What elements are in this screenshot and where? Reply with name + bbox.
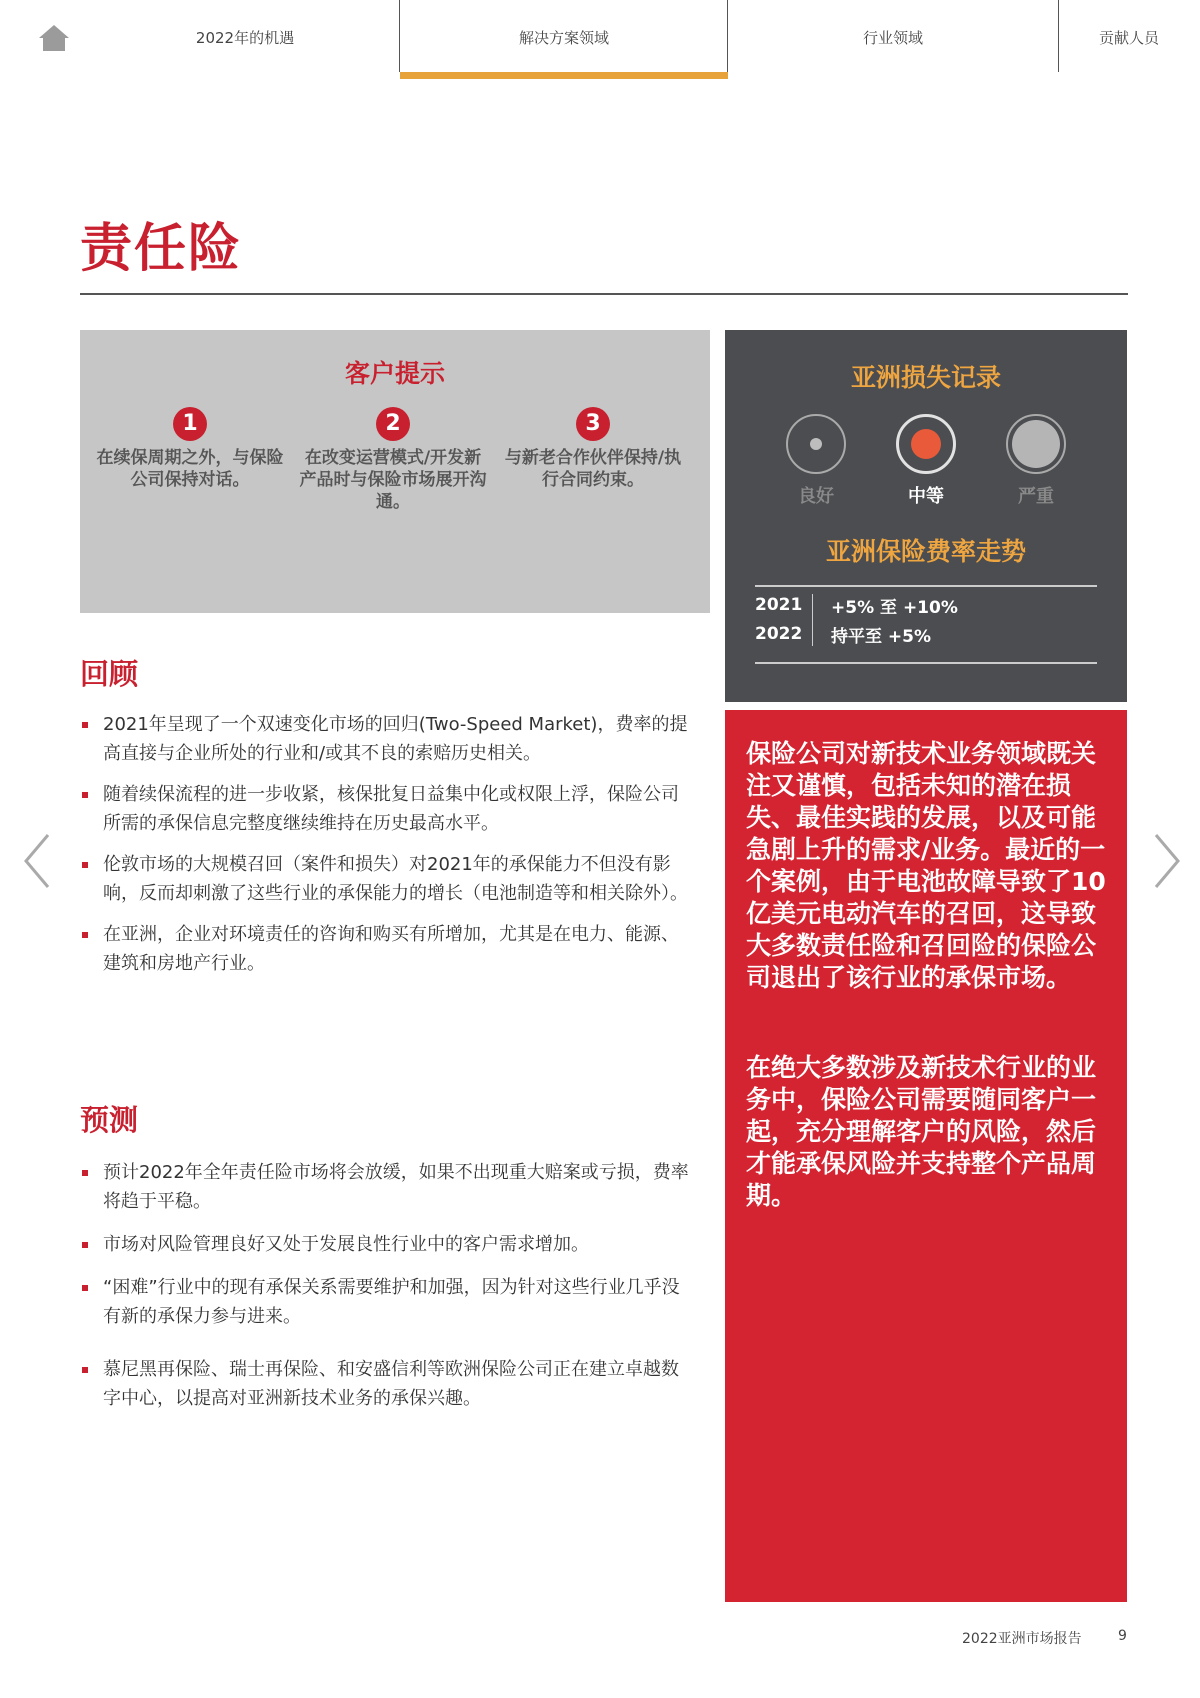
forecast-title: 预测 <box>80 1103 139 1137</box>
tip-number-badge: 2 <box>376 407 410 441</box>
callout-paragraph: 在绝大多数涉及新技术行业的业务中，保险公司需要随同客户一起，充分理解客户的风险，然后才能承保风险并支持整个产品周期。 <box>746 1053 1097 1210</box>
top-nav <box>0 0 1200 80</box>
tip-text: 在续保周期之外，与保险公司保持对话。 <box>96 448 284 490</box>
rate-bottom-rule <box>755 662 1097 664</box>
gauge-ring-icon <box>1006 414 1066 474</box>
home-icon[interactable] <box>38 24 70 52</box>
rate-year: 2021 <box>755 595 803 615</box>
list-item: 慕尼黑再保险、瑞士再保险、和安盛信利等欧洲保险公司正在建立卓越数字中心，以提高对亚洲新技术业务的承保兴趣。 <box>80 1355 690 1413</box>
tip-item <box>298 407 488 513</box>
rate-top-rule <box>755 585 1097 587</box>
loss-level-good <box>761 414 871 508</box>
tip-text: 在改变运营模式/开发新产品时与保险市场展开沟通。 <box>299 448 487 512</box>
client-tips-panel <box>80 330 710 613</box>
tab-opportunities-2022[interactable]: 2022年的机遇 <box>195 28 295 47</box>
rate-year: 2022 <box>755 624 803 644</box>
loss-level-label: 良好 <box>798 486 834 507</box>
review-title: 回顾 <box>80 657 139 691</box>
tab-solution-areas[interactable]: 解决方案领域 <box>518 28 609 47</box>
callout-panel <box>725 710 1127 1602</box>
asia-loss-record-panel <box>725 330 1127 702</box>
callout-paragraph: 保险公司对新技术业务领域既关注又谨慎，包括未知的潜在损失、最佳实践的发展，以及可能急剧上升的需求/业务。最近的一个案例，由于电池故障导致了10亿美元电动汽车的召回，这导致大多数责任险和召回险的保险公司退出了该行业的承保市场。 <box>746 739 1106 992</box>
next-page-arrow-icon[interactable] <box>1152 832 1182 890</box>
loss-level-label: 严重 <box>1018 486 1054 507</box>
footer-page-number: 9 <box>1118 1628 1127 1644</box>
tab-industry-areas[interactable]: 行业领域 <box>862 28 923 47</box>
list-item: 随着续保流程的进一步收紧，核保批复日益集中化或权限上浮，保险公司所需的承保信息完整度继续维持在历史最高水平。 <box>80 780 690 838</box>
list-item: “困难”行业中的现有承保关系需要维护和加强，因为针对这些行业几乎没有新的承保力参与进来。 <box>80 1273 690 1331</box>
gauge-ring-icon <box>896 414 956 474</box>
tip-item <box>95 407 285 491</box>
gauge-ring-icon <box>786 414 846 474</box>
tip-item <box>498 407 688 491</box>
rate-column-divider <box>812 594 813 646</box>
loss-level-severe <box>981 414 1091 508</box>
rate-value: +5% 至 +10% <box>831 597 958 618</box>
list-item: 2021年呈现了一个双速变化市场的回归(Two-Speed Market)，费率的提高直接与企业所处的行业和/或其不良的索赔历史相关。 <box>80 710 690 768</box>
list-item: 伦敦市场的大规模召回（案件和损失）对2021年的承保能力不但没有影响，反而却刺激了这些行业的承保能力的增长（电池制造等和相关除外）。 <box>80 850 690 908</box>
rate-value: 持平至 +5% <box>831 626 932 647</box>
list-item: 市场对风险管理良好又处于发展良性行业中的客户需求增加。 <box>80 1230 690 1259</box>
rate-row <box>755 621 931 647</box>
rate-trend-title: 亚洲保险费率走势 <box>825 537 1026 566</box>
tip-number-badge: 3 <box>576 407 610 441</box>
active-tab-indicator <box>400 72 728 79</box>
tip-number-badge: 1 <box>173 407 207 441</box>
loss-record-title: 亚洲损失记录 <box>850 363 1001 392</box>
page-title: 责任险 <box>80 219 243 279</box>
loss-level-medium <box>871 414 981 508</box>
prev-page-arrow-icon[interactable] <box>22 832 52 890</box>
tip-text: 与新老合作伙伴保持/执行合同约束。 <box>504 448 682 490</box>
footer-report-name: 2022亚洲市场报告 <box>962 1631 1082 1647</box>
list-item: 在亚洲，企业对环境责任的咨询和购买有所增加，尤其是在电力、能源、建筑和房地产行业。 <box>80 920 690 978</box>
review-list <box>80 710 690 978</box>
list-item: 预计2022年全年责任险市场将会放缓，如果不出现重大赔案或亏损，费率将趋于平稳。 <box>80 1158 690 1216</box>
client-tips-title: 客户提示 <box>344 359 445 388</box>
title-divider <box>80 293 1128 295</box>
tab-contributors[interactable]: 贡献人员 <box>1098 28 1159 47</box>
rate-row <box>755 592 958 618</box>
forecast-list <box>80 1158 690 1413</box>
loss-level-label: 中等 <box>908 486 944 507</box>
